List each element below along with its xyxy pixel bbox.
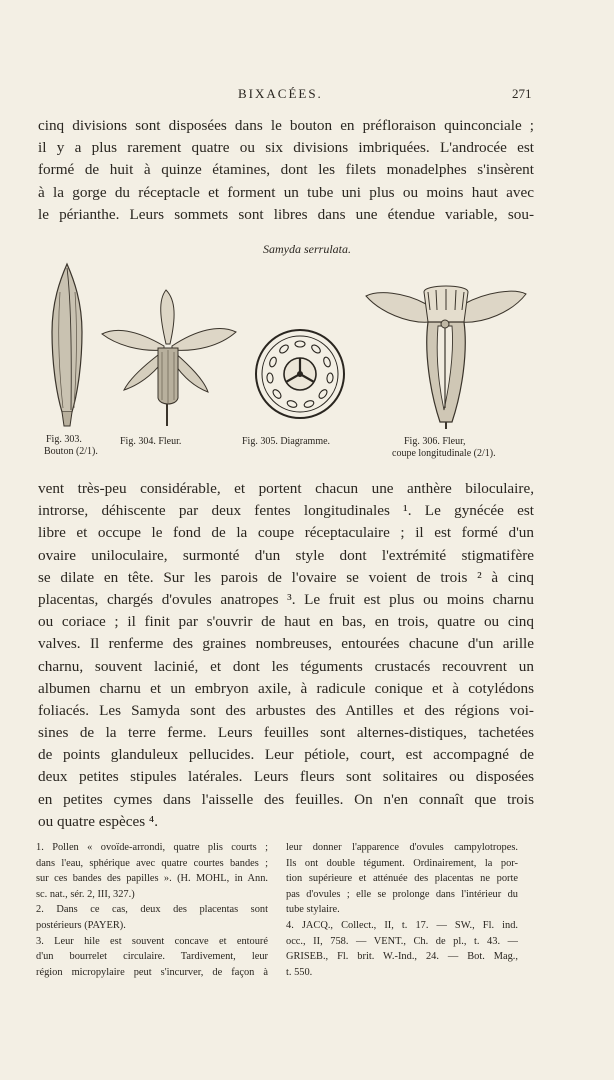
footnote-line: 3. Leur hile est souvent concave et entouré <box>36 935 268 947</box>
text-line: en petites cymes dans l'aisselle des feuilles. On n'en connaît que trois <box>38 790 534 808</box>
footnote-line: 4. JACQ., Collect., II, t. 17. — SW., Fl. ind. <box>286 919 518 931</box>
text-line: sines de la terre ferme. Leurs feuilles sont alternes-distiques, tachetées <box>38 724 534 742</box>
text-line: ovaire uniloculaire, surmonté d'un style dont l'extrémité stigmatifère <box>38 546 534 564</box>
footnote-line: GRISEB., Fl. brit. W.-Ind., 24. — Bot. Mag., <box>286 951 518 963</box>
footnote-line: t. 550. <box>286 966 313 978</box>
text-line: valves. Il renferme des graines nombreuses, entourées chacune d'un arille <box>38 635 534 653</box>
text-line: il y a plus rarement quatre ou six divisions imbriquées. L'androcée est <box>38 139 534 157</box>
text-line: le périanthe. Leurs sommets sont libres dans une étendue variable, sou- <box>38 205 534 223</box>
body-paragraph-top <box>38 115 534 226</box>
text-line: ou coriace ; il finit par s'ouvrir de haut en bas, en trois, quatre ou cinq <box>38 613 534 631</box>
figure-303-label: Fig. 303. <box>46 434 82 445</box>
footnotes-left-column <box>36 840 268 980</box>
footnote-line: tion supérieure et atténuée des placentas ne porte <box>286 873 518 885</box>
figure-304-label: Fig. 304. Fleur. <box>120 436 182 447</box>
footnotes-right-column <box>286 840 518 980</box>
footnote-line: sur ces bandes des papilles ». (H. MOHL, in Ann. <box>36 873 268 885</box>
figure-304-flower-illustration <box>100 288 238 428</box>
text-line: deux petites stipules latérales. Leurs fleurs sont solitaires ou disposées <box>38 768 534 786</box>
text-line: libre et occupe le fond de la coupe réceptaculaire ; il est formé d'un <box>38 524 534 542</box>
page-number: 271 <box>512 86 532 101</box>
text-line: foliacés. Les Samyda sont des arbustes des Antilles et des régions voi- <box>38 701 534 719</box>
text-line: à la gorge du réceptacle et forment un tube uni plus ou moins haut avec <box>38 183 534 201</box>
text-line: formé de huit à quinze étamines, dont les filets monadelphes s'insèrent <box>38 161 534 179</box>
footnote-line: pas d'ovules ; elle se prolonge dans l'intérieur du <box>286 888 518 900</box>
footnote-line: dans l'eau, sphérique avec quatre courtes bandes ; <box>36 857 268 869</box>
figure-303-bud-illustration <box>44 262 90 428</box>
running-title: BIXACÉES. <box>238 86 323 101</box>
figure-303-sublabel: Bouton (2/1). <box>44 446 98 457</box>
text-line: vent très-peu considérable, et portent chacun une anthère biloculaire, <box>38 480 534 497</box>
text-line: introrse, déhiscente par deux fentes longitudinales ¹. Le gynécée est <box>38 502 534 520</box>
footnote-line: d'un bourrelet circulaire. Tardivement, leur <box>36 951 268 963</box>
footnote-line: région micropylaire peut s'incurver, de façon à <box>36 966 268 978</box>
footnote-line: sc. nat., sér. 2, III, 327.) <box>36 888 135 900</box>
footnote-line: 1. Pollen « ovoïde-arrondi, quatre plis courts ; <box>36 842 268 853</box>
figure-305-floral-diagram <box>254 328 346 420</box>
footnote-line: leur donner l'apparence d'ovules campylotropes. <box>286 842 518 853</box>
text-line: albumen charnu et un embryon axile, à radicule conique et à cotylédons <box>38 679 534 697</box>
footnote-line: Ils ont double tégument. Ordinairement, la por- <box>286 857 518 869</box>
footnote-line: occ., II, 758. — VENT., Ch. de pl., t. 43. — <box>286 935 518 947</box>
figure-306-longitudinal-section <box>364 282 528 430</box>
text-line: se dilate en tête. Sur les parois de l'ovaire se voient de trois ² à cinq <box>38 568 534 586</box>
text-line: ou quatre espèces ⁴. <box>38 812 158 830</box>
body-paragraph-bottom <box>38 478 534 833</box>
figure-305-label: Fig. 305. Diagramme. <box>242 436 331 447</box>
text-line: placentas, chargés d'ovules anatropes ³. Le fruit est plus ou moins charnu <box>38 590 534 608</box>
figure-title: Samyda serrulata. <box>263 242 351 256</box>
text-line: charnu, souvent lacinié, et dont les téguments crustacés recouvrent un <box>38 657 534 675</box>
footnote-line: 2. Dans ce cas, deux des placentas sont <box>36 904 268 916</box>
text-line: cinq divisions sont disposées dans le bouton en préfloraison quinconciale ; <box>38 117 534 134</box>
footnote-line: postérieurs (PAYER). <box>36 919 126 931</box>
footnote-line: tube stylaire. <box>286 904 340 916</box>
text-line: de points glanduleux pellucides. Leur pétiole, court, est accompagné de <box>38 746 534 764</box>
figure-306-sublabel: coupe longitudinale (2/1). <box>392 448 496 459</box>
figure-306-label: Fig. 306. Fleur, <box>404 436 466 447</box>
running-head <box>0 86 614 106</box>
